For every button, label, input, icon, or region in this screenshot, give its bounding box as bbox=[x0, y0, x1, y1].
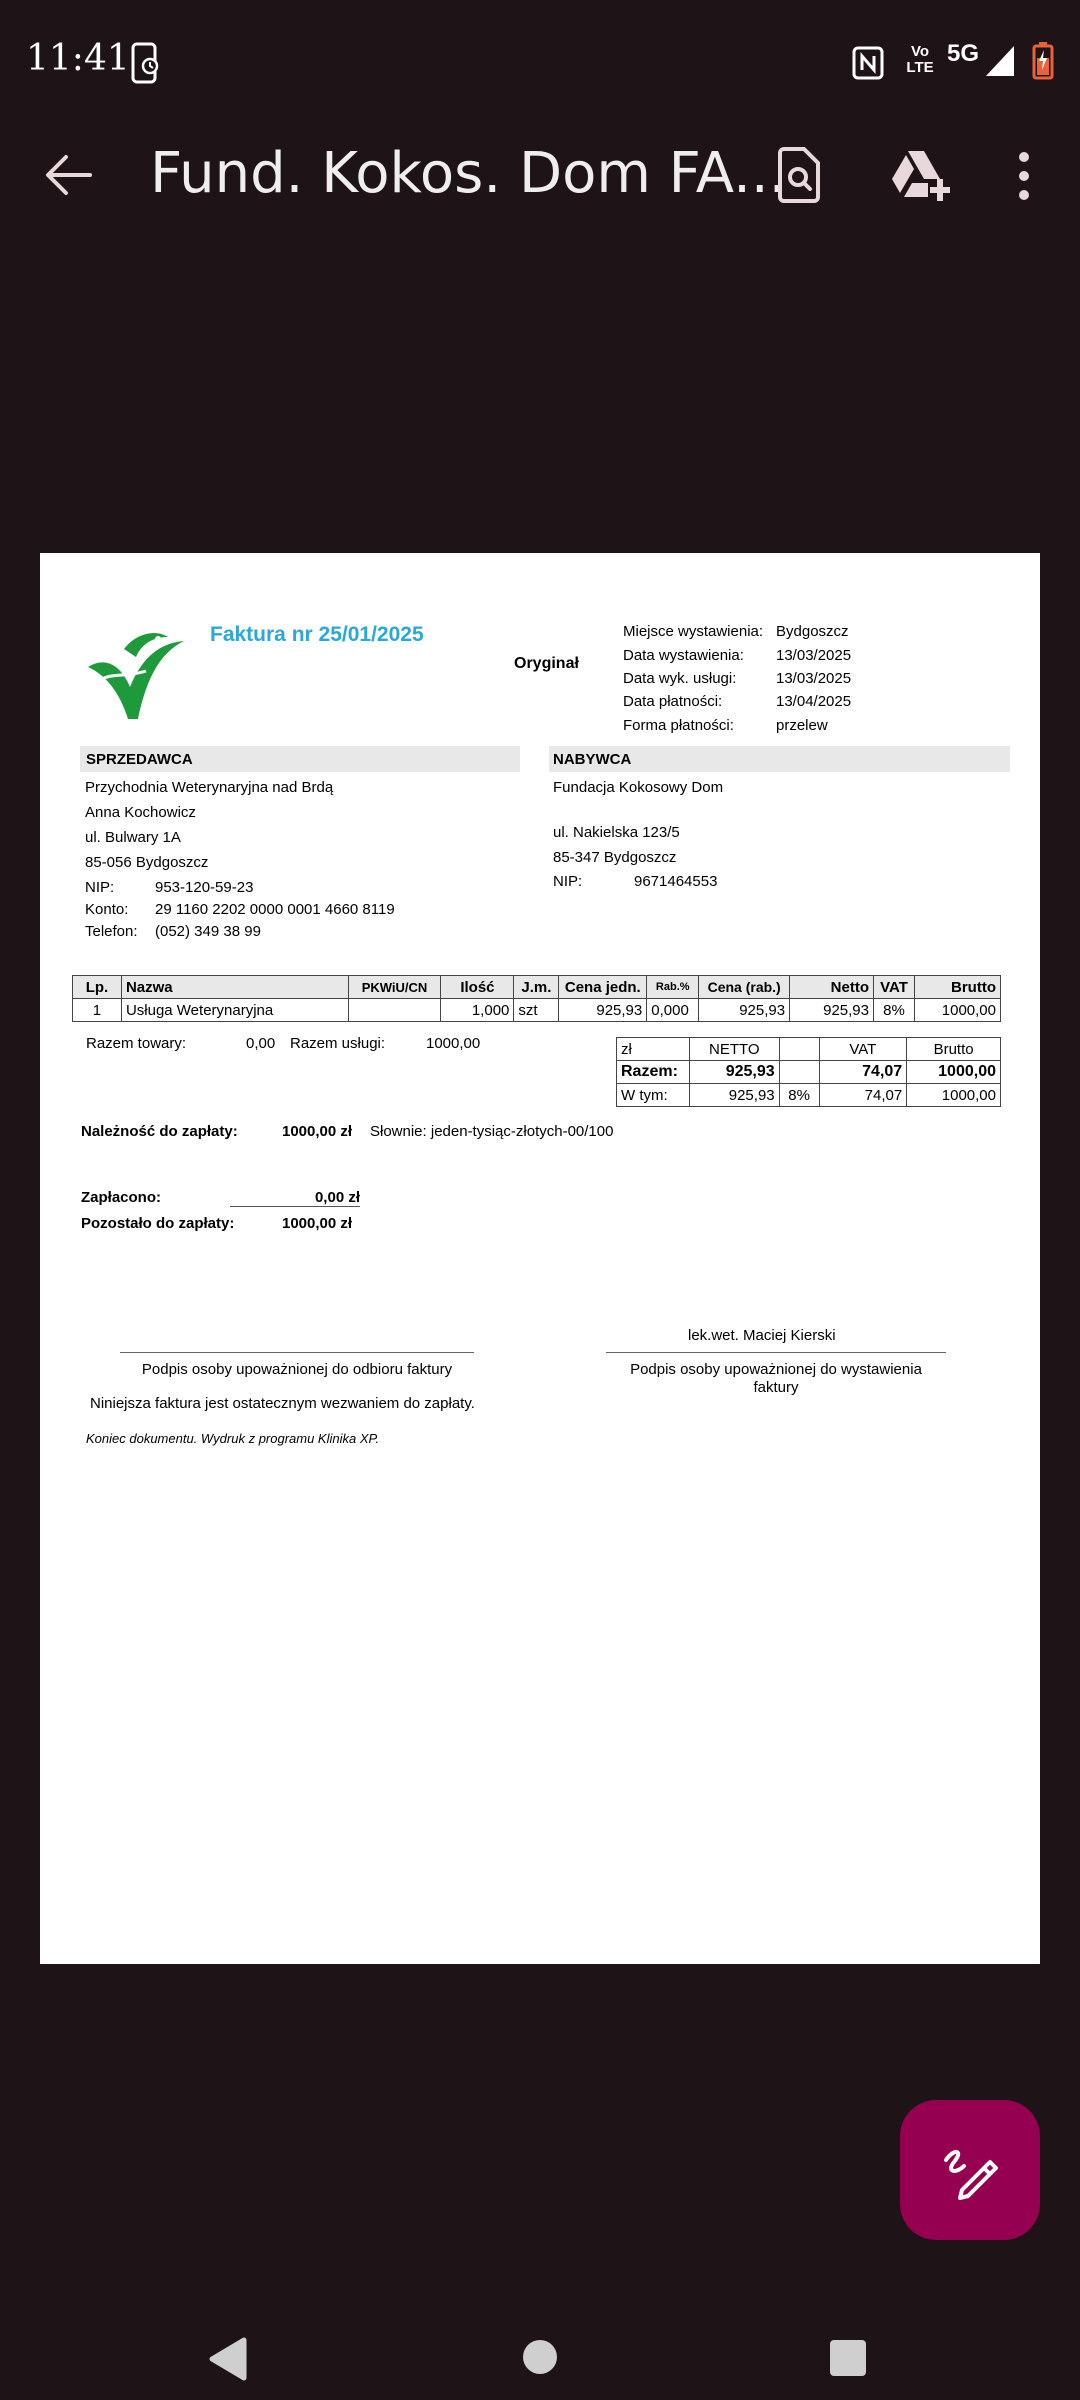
issuer-signature-caption-2: faktury bbox=[753, 1379, 799, 1396]
clinic-logo bbox=[84, 627, 188, 723]
invoice-page bbox=[40, 553, 1040, 1964]
table-header: Ilość bbox=[441, 976, 514, 999]
receiver-signature-caption: Podpis osoby upoważnionej do odbioru faktury bbox=[141, 1361, 453, 1378]
amount-in-words: Słownie: jeden-tysiąc-złotych-00/100 bbox=[370, 1123, 614, 1140]
back-nav-icon[interactable] bbox=[206, 2336, 248, 2382]
summary-wtym-rate: 8% bbox=[779, 1084, 819, 1107]
issuer-name: lek.wet. Maciej Kierski bbox=[688, 1327, 836, 1344]
remaining-label: Pozostało do zapłaty: bbox=[81, 1215, 235, 1232]
table-header: Brutto bbox=[914, 976, 1000, 999]
table-cell: 925,93 bbox=[699, 999, 790, 1022]
navigation-bar bbox=[0, 2270, 1080, 2400]
summary-wtym-row bbox=[617, 1084, 1001, 1107]
buyer-line: ul. Nakielska 123/5 bbox=[553, 824, 680, 841]
summary-total-netto: 925,93 bbox=[689, 1061, 779, 1084]
status-bar bbox=[0, 0, 1080, 125]
table-row bbox=[73, 999, 1001, 1022]
volte-top: Vo bbox=[910, 43, 930, 60]
due-amount: 1000,00 zł bbox=[282, 1123, 353, 1140]
table-cell: 1,000 bbox=[441, 999, 514, 1022]
volte-bottom: LTE bbox=[906, 59, 934, 76]
razem-towary-label: Razem towary: bbox=[86, 1035, 187, 1052]
copy-label: Oryginał bbox=[514, 655, 579, 672]
table-header: Nazwa bbox=[121, 976, 348, 999]
table-header: Lp. bbox=[73, 976, 122, 999]
summary-wtym-netto: 925,93 bbox=[689, 1084, 779, 1107]
volte-icon bbox=[900, 44, 940, 76]
table-cell: 925,93 bbox=[559, 999, 647, 1022]
summary-header: Brutto bbox=[907, 1038, 1001, 1061]
summary-total-brutto: 1000,00 bbox=[907, 1061, 1001, 1084]
items-table bbox=[72, 975, 1001, 1022]
table-header: Cena (rab.) bbox=[699, 976, 790, 999]
table-cell: 925,93 bbox=[790, 999, 874, 1022]
paid-label: Zapłacono: bbox=[81, 1189, 162, 1206]
meta-value: 13/03/2025 bbox=[776, 647, 852, 664]
summary-wtym-vat: 74,07 bbox=[819, 1084, 907, 1107]
seller-nip-label: NIP: bbox=[85, 879, 115, 896]
seller-line: 85-056 Bydgoszcz bbox=[85, 854, 209, 871]
summary-wtym-label: W tym: bbox=[617, 1084, 690, 1107]
table-cell bbox=[348, 999, 441, 1022]
table-header: PKWiU/CN bbox=[348, 976, 441, 999]
meta-label: Data wystawienia: bbox=[623, 647, 744, 664]
due-label: Należność do zapłaty: bbox=[81, 1123, 238, 1140]
meta-label: Data wyk. usługi: bbox=[623, 670, 737, 687]
back-arrow-icon[interactable] bbox=[44, 153, 94, 197]
search-document-icon[interactable] bbox=[776, 147, 822, 203]
summary-spacer bbox=[779, 1038, 819, 1061]
razem-towary-value: 0,00 bbox=[246, 1035, 276, 1052]
table-cell: 1000,00 bbox=[914, 999, 1000, 1022]
table-cell: 0,000 bbox=[647, 999, 699, 1022]
network-type: 5G bbox=[947, 40, 980, 67]
buyer-line: Fundacja Kokosowy Dom bbox=[553, 779, 724, 796]
table-cell: szt bbox=[514, 999, 559, 1022]
meta-value: 13/04/2025 bbox=[776, 693, 852, 710]
seller-line: Przychodnia Weterynaryjna nad Brdą bbox=[85, 779, 334, 796]
seller-tel-label: Telefon: bbox=[85, 923, 138, 940]
summary-header-row bbox=[617, 1038, 1001, 1061]
summary-wtym-brutto: 1000,00 bbox=[907, 1084, 1001, 1107]
signal-icon bbox=[984, 44, 1016, 78]
table-header: VAT bbox=[874, 976, 915, 999]
table-header: Rab.% bbox=[647, 976, 699, 999]
table-header: Netto bbox=[790, 976, 874, 999]
invoice-title: Faktura nr 25/01/2025 bbox=[210, 623, 424, 646]
more-options-icon[interactable] bbox=[1012, 151, 1036, 201]
summary-total-row bbox=[617, 1061, 1001, 1084]
issuer-signature-line bbox=[606, 1352, 946, 1353]
pen-icon bbox=[940, 2140, 1000, 2200]
drive-add-icon[interactable] bbox=[890, 149, 950, 201]
seller-konto: 29 1160 2202 0000 0001 4660 8119 bbox=[155, 901, 395, 918]
seller-header: SPRZEDAWCA bbox=[86, 751, 193, 768]
meta-value: przelew bbox=[776, 717, 828, 734]
meta-value: Bydgoszcz bbox=[776, 623, 849, 640]
buyer-header: NABYWCA bbox=[553, 751, 632, 768]
receiver-signature-line bbox=[120, 1352, 474, 1353]
summary-table bbox=[616, 1037, 1001, 1107]
app-bar bbox=[0, 125, 1080, 225]
seller-line: Anna Kochowicz bbox=[85, 804, 196, 821]
paid-amount: 0,00 zł bbox=[230, 1189, 360, 1207]
seller-tel: (052) 349 38 99 bbox=[155, 923, 261, 940]
buyer-line: 85-347 Bydgoszcz bbox=[553, 849, 677, 866]
summary-header: zł bbox=[617, 1038, 690, 1061]
buyer-nip-label: NIP: bbox=[553, 873, 583, 890]
table-header: J.m. bbox=[514, 976, 559, 999]
meta-label: Forma płatności: bbox=[623, 717, 734, 734]
battery-charging-icon bbox=[1032, 42, 1054, 80]
table-cell: 8% bbox=[874, 999, 915, 1022]
meta-label: Miejsce wystawienia: bbox=[623, 623, 764, 640]
table-cell: Usługa Weterynaryjna bbox=[121, 999, 348, 1022]
table-cell: 1 bbox=[73, 999, 122, 1022]
edit-fab-button[interactable] bbox=[900, 2100, 1040, 2240]
document-footer: Koniec dokumentu. Wydruk z programu Klinika XP. bbox=[86, 1431, 380, 1446]
remaining-amount: 1000,00 zł bbox=[282, 1215, 353, 1232]
summary-header: VAT bbox=[819, 1038, 907, 1061]
summary-header: NETTO bbox=[689, 1038, 779, 1061]
buyer-nip: 9671464553 bbox=[634, 873, 718, 890]
summary-total-label: Razem: bbox=[617, 1061, 690, 1084]
seller-line: ul. Bulwary 1A bbox=[85, 829, 181, 846]
razem-uslugi-label: Razem usługi: bbox=[290, 1035, 386, 1052]
nfc-icon bbox=[852, 46, 884, 80]
issuer-signature-caption: Podpis osoby upoważnionej do wystawienia bbox=[630, 1361, 922, 1378]
table-header-row bbox=[73, 976, 1001, 999]
phone-sync-icon bbox=[130, 42, 164, 84]
status-time: 11:41 bbox=[26, 38, 130, 79]
meta-value: 13/03/2025 bbox=[776, 670, 852, 687]
razem-uslugi-value: 1000,00 bbox=[426, 1035, 481, 1052]
home-nav-icon[interactable] bbox=[521, 2338, 559, 2376]
seller-konto-label: Konto: bbox=[85, 901, 129, 918]
document-title: Fund. Kokos. Dom FA... bbox=[150, 141, 787, 206]
final-notice: Niniejsza faktura jest ostatecznym wezwaniem do zapłaty. bbox=[90, 1395, 475, 1412]
table-header: Cena jedn. bbox=[559, 976, 647, 999]
seller-nip: 953-120-59-23 bbox=[155, 879, 254, 896]
recents-nav-icon[interactable] bbox=[828, 2338, 868, 2378]
summary-spacer bbox=[779, 1061, 819, 1084]
meta-label: Data płatności: bbox=[623, 693, 723, 710]
summary-total-vat: 74,07 bbox=[819, 1061, 907, 1084]
